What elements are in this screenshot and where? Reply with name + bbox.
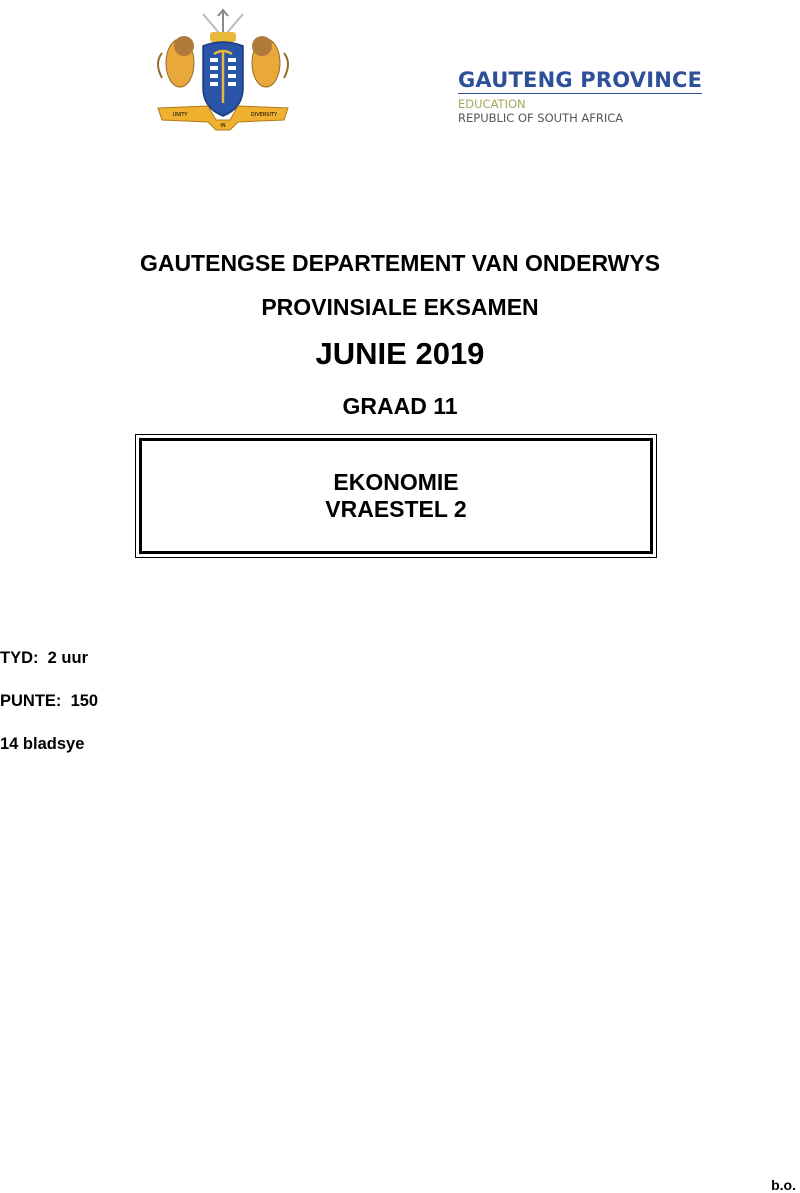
subject-box-inner	[139, 438, 653, 554]
header-logo	[148, 8, 703, 138]
country-name: REPUBLIC OF SOUTH AFRICA	[458, 111, 624, 125]
subject-box	[135, 434, 657, 558]
exam-time: TYD: 2 uur	[0, 649, 89, 667]
page-count: 14 bladsye	[0, 735, 85, 753]
grade-heading: GRAAD 11	[342, 393, 458, 419]
exam-marks: PUNTE: 150	[0, 692, 99, 710]
province-name: GAUTENG PROVINCE	[458, 68, 703, 92]
subject-box-text	[142, 469, 650, 523]
coat-of-arms-icon	[148, 8, 298, 136]
department-heading: GAUTENGSE DEPARTEMENT VAN ONDERWYS	[139, 250, 661, 276]
exam-date-heading: JUNIE 2019	[315, 336, 485, 371]
subject-name: EKONOMIE	[333, 469, 459, 495]
exam-type-heading: PROVINSIALE EKSAMEN	[261, 294, 539, 320]
turn-over-note: b.o.	[771, 1177, 796, 1193]
svg-text:IN: IN	[220, 123, 226, 129]
paper-number: VRAESTEL 2	[325, 496, 467, 522]
svg-text:DIVERSITY: DIVERSITY	[250, 112, 278, 118]
logo-text	[458, 68, 702, 125]
svg-text:UNITY: UNITY	[172, 112, 188, 118]
department-name: EDUCATION	[458, 97, 526, 111]
